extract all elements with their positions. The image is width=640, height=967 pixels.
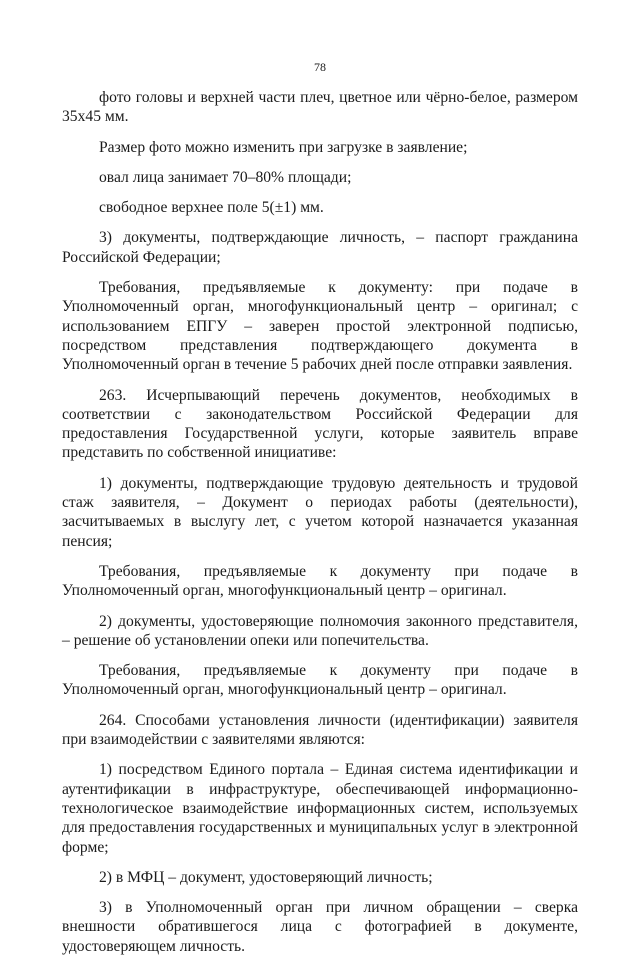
paragraph-263-list: 263. Исчерпывающий перечень документов, необходимых в соответствии с законодательством Российской Федерации для предоставления Государственной услуги, которые заявитель вправе представить по собственной инициативе:: [62, 386, 578, 462]
page-number: 78: [314, 60, 326, 74]
paragraph-identity-requirements: Требования, предъявляемые к документу: при подаче в Уполномоченный орган, многофункциональный центр – оригинал; с использованием ЕПГУ – заверен простой электронной подписью, посредством представления подтверждающего документа в Уполномоченный орган в течение 5 рабочих дней после отправки заявления.: [62, 279, 578, 374]
document-body: [62, 88, 578, 967]
paragraph-face-oval: овал лица занимает 70–80% площади;: [99, 168, 352, 186]
paragraph-mfc-identification: 2) в МФЦ – документ, удостоверяющий личность;: [99, 868, 433, 886]
paragraph-identity-documents: 3) документы, подтверждающие личность, – паспорт гражданина Российской Федерации;: [62, 229, 578, 266]
paragraph-work-requirements: Требования, предъявляемые к документу при подаче в Уполномоченный орган, многофункциональный центр – оригинал.: [62, 562, 578, 600]
paragraph-office-identification: 3) в Уполномоченный орган при личном обращении – сверка внешности обратившегося лица с фотографией в документе, удостоверяющем личность.: [62, 899, 578, 955]
paragraph-work-documents: 1) документы, подтверждающие трудовую деятельность и трудовой стаж заявителя, – Документ о периодах работы (деятельности), засчитываемых в выслугу лет, с учетом которой назначается указанная пенсия;: [62, 474, 578, 550]
paragraph-top-margin: свободное верхнее поле 5(±1) мм.: [99, 199, 324, 217]
paragraph-264-identification: 264. Способами установления личности (идентификации) заявителя при взаимодействии с заявителями являются:: [62, 711, 578, 749]
paragraph-photo-resize: Размер фото можно изменить при загрузке в заявление;: [99, 138, 468, 156]
paragraph-epgu-identification: 1) посредством Единого портала – Единая система идентификации и аутентификации в инфраструктуре, обеспечивающей информационно-технологическое взаимодействие информационных систем, используемых для предоставления государственных и муниципальных услуг в электронной форме;: [62, 761, 578, 856]
paragraph-representative-documents: 2) документы, удостоверяющие полномочия законного представителя, – решение об установлении опеки или попечительства.: [62, 612, 578, 649]
paragraph-photo-spec: фото головы и верхней части плеч, цветное или чёрно-белое, размером 35х45 мм.: [62, 89, 578, 126]
paragraph-representative-requirements: Требования, предъявляемые к документу при подаче в Уполномоченный орган, многофункциональный центр – оригинал.: [62, 662, 578, 699]
